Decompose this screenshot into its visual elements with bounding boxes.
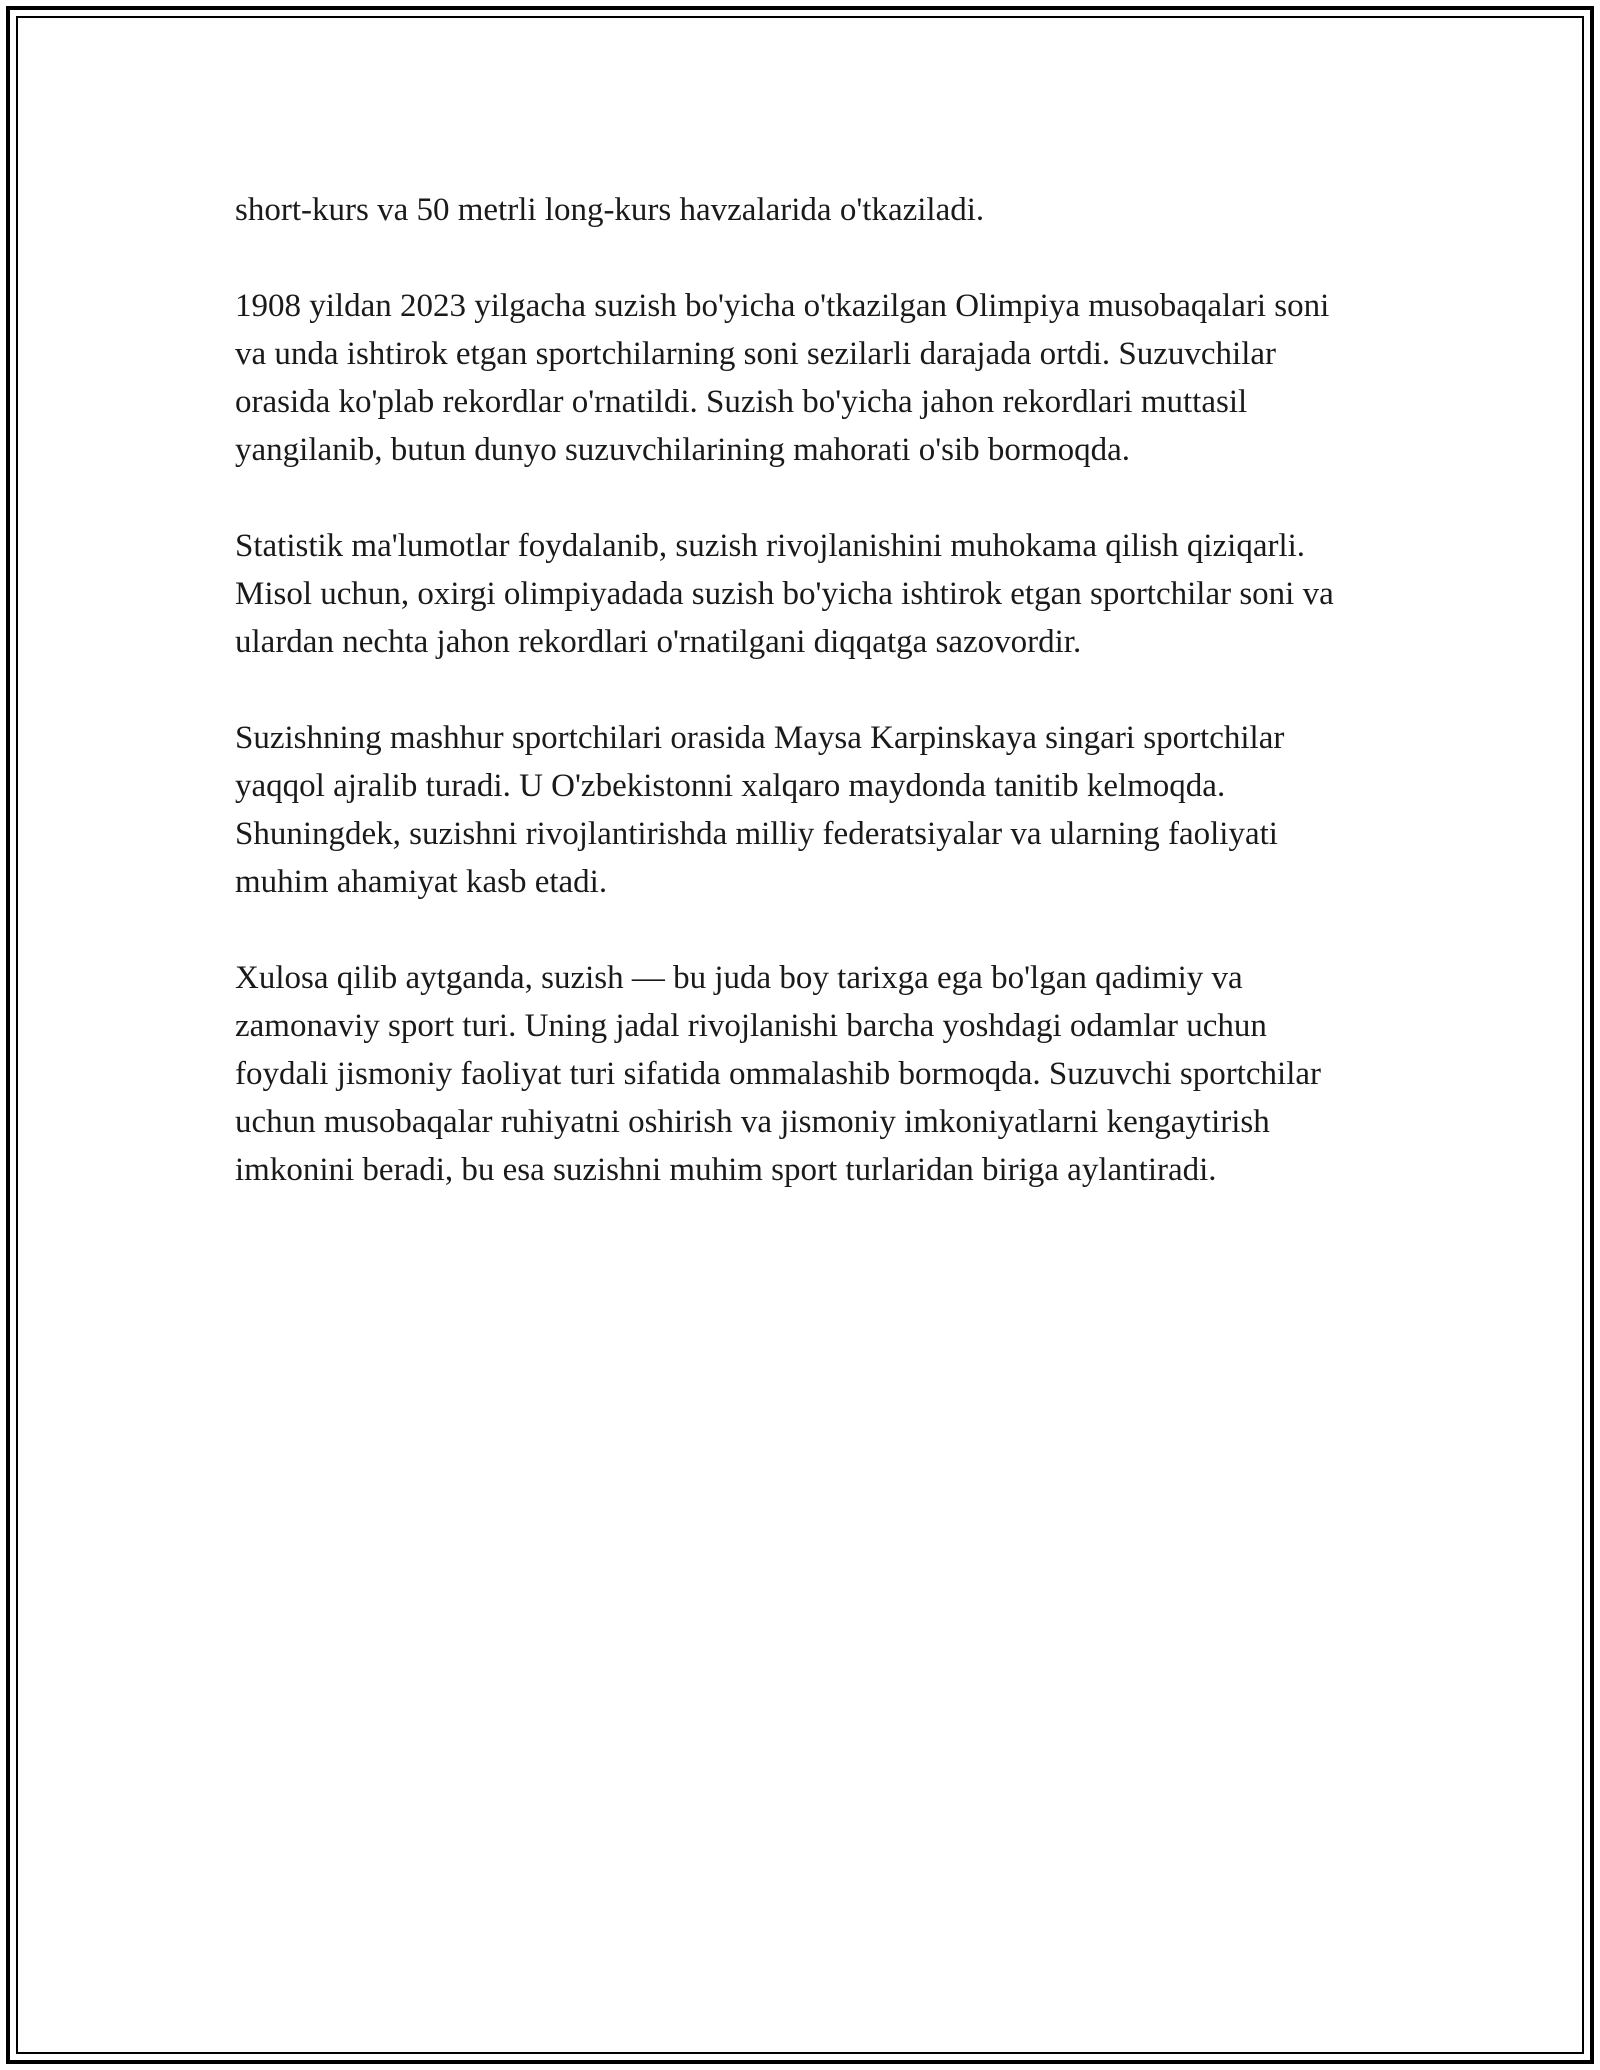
- document-body: [235, 186, 1365, 1242]
- paragraph-3: Statistik ma'lumotlar foydalanib, suzish rivojlanishini muhokama qilish qiziqarli. Misol uchun, oxirgi olimpiyadada suzish bo'yicha ishtirok etgan sportchilar soni va ulardan nechta jahon rekordlari o'rnatilgani diqqatga sazovordir.: [235, 528, 1334, 660]
- paragraph-1: short-kurs va 50 metrli long-kurs havzalarida o'tkaziladi.: [235, 192, 985, 228]
- paragraph-2: 1908 yildan 2023 yilgacha suzish bo'yicha o'tkazilgan Olimpiya musobaqalari soni va unda ishtirok etgan sportchilarning soni sezilarli darajada ortdi. Suzuvchilar orasida ko'plab rekordlar o'rnatildi. Suzish bo'yicha jahon rekordlari muttasil yangilanib, butun dunyo suzuvchilarining mahorati o'sib bormoqda.: [235, 288, 1330, 468]
- paragraph-4: Suzishning mashhur sportchilari orasida Maysa Karpinskaya singari sportchilar yaqqol ajralib turadi. U O'zbekistonni xalqaro maydonda tanitib kelmoqda. Shuningdek, suzishni rivojlantirishda milliy federatsiyalar va ularning faoliyati muhim ahamiyat kasb etadi.: [235, 720, 1285, 900]
- paragraph-5: Xulosa qilib aytganda, suzish — bu juda boy tarixga ega bo'lgan qadimiy va zamonaviy sport turi. Uning jadal rivojlanishi barcha yoshdagi odamlar uchun foydali jismoniy faoliyat turi sifatida ommalashib bormoqda. Suzuvchi sportchilar uchun musobaqalar ruhiyatni oshirish va jismoniy imkoniyatlarni kengaytirish imkonini beradi, bu esa suzishni muhim sport turlaridan biriga aylantiradi.: [235, 960, 1322, 1188]
